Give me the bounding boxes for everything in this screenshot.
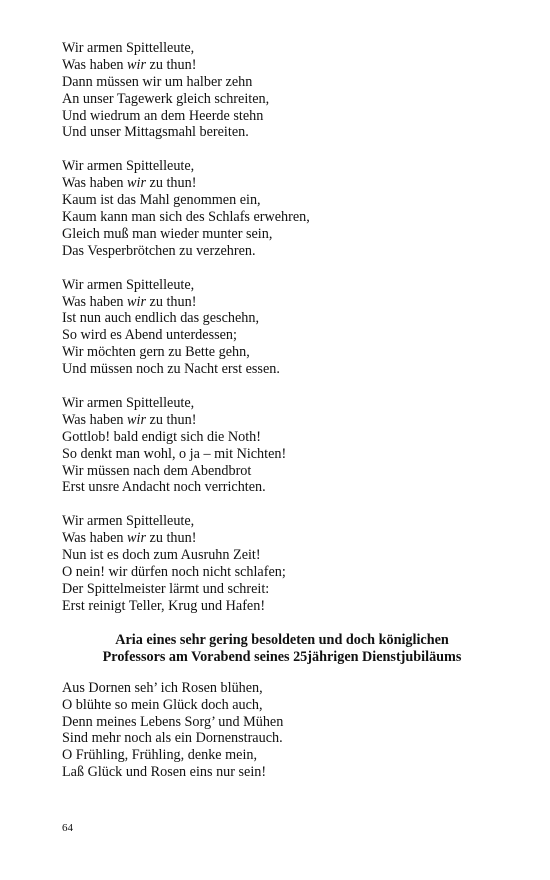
section-heading: [54, 632, 510, 666]
verse-text: O nein! wir dürfen noch nicht schlafen;: [62, 564, 286, 581]
verse-text: Wir armen Spittelleute,: [62, 276, 195, 293]
verse-text: zu thun!: [145, 293, 197, 310]
verse-line: [62, 192, 502, 209]
stanza: [62, 277, 502, 378]
verse-text: Was haben: [62, 56, 128, 73]
verse-line: [62, 124, 502, 141]
section-heading-line-1: Aria eines sehr gering besoldeten und doch königlichen: [115, 631, 449, 648]
verse-line: [62, 40, 502, 57]
verse-line: [62, 74, 502, 91]
verse-emphasis: wir: [127, 530, 146, 547]
verse-text: Wir armen Spittelleute,: [62, 395, 195, 412]
verse-line: [62, 581, 502, 598]
verse-line: [62, 395, 502, 412]
page-number: 64: [62, 822, 73, 834]
verse-line: [62, 175, 502, 192]
verse-text: zu thun!: [145, 411, 197, 428]
verse-line: [62, 564, 502, 581]
verse-emphasis: wir: [127, 175, 146, 192]
verse-line: [62, 412, 502, 429]
verse-emphasis: wir: [127, 56, 146, 73]
verse-text: Das Vesperbrötchen zu verzehren.: [62, 242, 256, 259]
verse-line: [62, 479, 502, 496]
verse-text: zu thun!: [145, 175, 197, 192]
verse-text: Der Spittelmeister lärmt und schreit:: [62, 580, 270, 597]
poem-text: [62, 40, 502, 798]
verse-text: Wir möchten gern zu Bette gehn,: [62, 344, 250, 361]
verse-text: Erst reinigt Teller, Krug und Hafen!: [62, 597, 266, 614]
verse-line: [62, 294, 502, 311]
verse-text: Was haben: [62, 411, 128, 428]
verse-text: Ist nun auch endlich das geschehn,: [62, 310, 259, 327]
verse-line: [62, 429, 502, 446]
verse-line: Sind mehr noch als ein Dornenstrauch.: [62, 730, 283, 747]
verse-text: Und unser Mittagsmahl bereiten.: [62, 124, 249, 141]
verse-line: Laß Glück und Rosen eins nur sein!: [62, 764, 267, 781]
verse-text: Und müssen noch zu Nacht erst essen.: [62, 361, 280, 378]
poem-stanzas: [62, 40, 502, 615]
verse-line: [62, 547, 502, 564]
verse-line: [62, 108, 502, 125]
verse-text: Wir armen Spittelleute,: [62, 513, 195, 530]
aria-stanza: [62, 680, 502, 781]
verse-text: Was haben: [62, 175, 128, 192]
verse-text: zu thun!: [145, 56, 197, 73]
verse-line: [62, 310, 502, 327]
verse-line: [62, 598, 502, 615]
verse-text: Nun ist es doch zum Ausruhn Zeit!: [62, 547, 261, 564]
verse-line: [62, 530, 502, 547]
verse-line: Denn meines Lebens Sorg’ und Mühen: [62, 713, 284, 730]
verse-line: [62, 91, 502, 108]
verse-line: [62, 226, 502, 243]
stanza: [62, 40, 502, 141]
verse-line: Aus Dornen seh’ ich Rosen blühen,: [62, 679, 263, 696]
verse-line: [62, 209, 502, 226]
verse-text: Kaum ist das Mahl genommen ein,: [62, 192, 261, 209]
verse-text: So denkt man wohl, o ja – mit Nichten!: [62, 445, 287, 462]
verse-text: Kaum kann man sich des Schlafs erwehren,: [62, 209, 310, 226]
verse-emphasis: wir: [127, 411, 146, 428]
section-heading-line-2: Professors am Vorabend seines 25jährigen Dienstjubiläums: [102, 648, 462, 665]
verse-line: O Frühling, Frühling, denke mein,: [62, 747, 258, 764]
verse-text: So wird es Abend unterdessen;: [62, 327, 237, 344]
verse-emphasis: wir: [127, 293, 146, 310]
verse-line: [62, 243, 502, 260]
verse-line: [62, 361, 502, 378]
verse-text: Wir armen Spittelleute,: [62, 158, 195, 175]
verse-line: [62, 57, 502, 74]
verse-line: [62, 463, 502, 480]
verse-text: An unser Tagewerk gleich schreiten,: [62, 90, 270, 107]
verse-text: Was haben: [62, 293, 128, 310]
verse-text: Was haben: [62, 530, 128, 547]
verse-text: Wir armen Spittelleute,: [62, 40, 195, 56]
stanza: [62, 158, 502, 259]
verse-text: zu thun!: [145, 530, 197, 547]
verse-line: O blühte so mein Glück doch auch,: [62, 696, 263, 713]
verse-line: [62, 344, 502, 361]
verse-text: Gottlob! bald endigt sich die Noth!: [62, 428, 261, 445]
verse-text: Gleich muß man wieder munter sein,: [62, 225, 273, 242]
verse-line: [62, 158, 502, 175]
verse-line: [62, 327, 502, 344]
stanza: [62, 395, 502, 496]
verse-line: [62, 513, 502, 530]
verse-text: Wir müssen nach dem Abendbrot: [62, 462, 252, 479]
verse-text: Dann müssen wir um halber zehn: [62, 73, 253, 90]
verse-line: [62, 446, 502, 463]
stanza: [62, 513, 502, 614]
verse-line: [62, 277, 502, 294]
verse-text: Und wiedrum an dem Heerde stehn: [62, 107, 264, 124]
verse-text: Erst unsre Andacht noch verrichten.: [62, 479, 266, 496]
